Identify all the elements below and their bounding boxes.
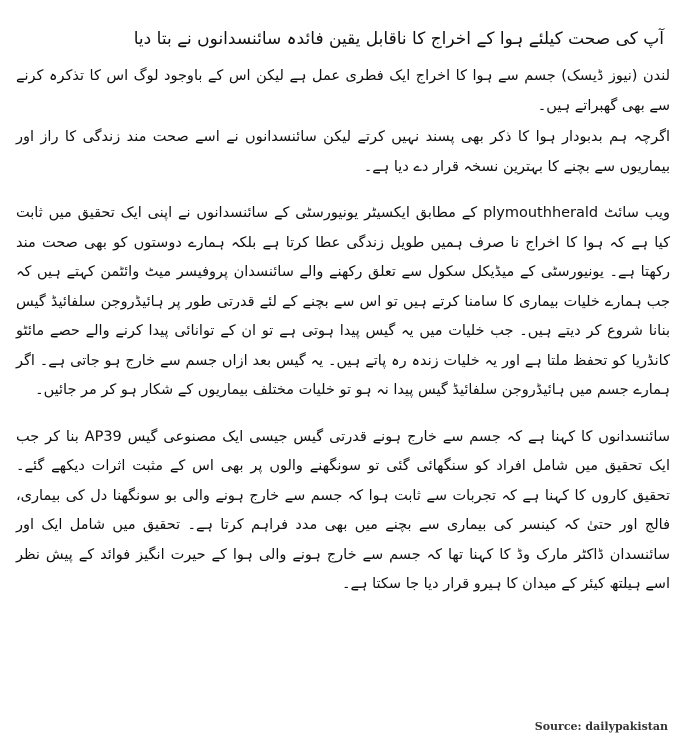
article-source-credit: Source: dailypakistan [534, 720, 668, 733]
article-paragraph-research: ویب سائٹ plymouthherald کے مطابق ایکسیٹر یونیورسٹی کے سائنسدانوں نے اپنی ایک تحقیق میں ثابت کیا ہے کہ ہوا کا اخراج نا صرف ہمیں طویل زندگی عطا کرتا ہے بلکہ ہمارے دوستوں کو بھی صحت مند رکھتا ہے۔ یونیورسٹی کے میڈیکل سکول سے تعلق رکھنے والے سائنسدان پروفیسر میٹ وائٹمن کہتے ہیں کہ جب ہمارے خلیات بیماری کا سامنا کرتے ہیں تو اس سے بچنے کے لئے قدرتی طور پر ہائیڈروجن سلفائیڈ گیس بنانا شروع کر دیتے ہیں۔ جب خلیات میں یہ گیس پیدا ہوتی ہے تو ان کے توانائی پیدا کرنے والے حصے مائٹو کانڈریا کو تحفظ ملتا ہے اور یہ خلیات زندہ رہ پاتے ہیں۔ یہ گیس بعد ازاں جسم سے خارج ہو جاتی ہے۔ اگر ہمارے جسم میں ہائیڈروجن سلفائیڈ گیس پیدا نہ ہو تو خلیات مختلف بیماریوں کے شکار ہو کر مر جائیں۔ [16, 205, 670, 398]
article-paragraph-intro: لندن (نیوز ڈیسک) جسم سے ہوا کا اخراج ایک فطری عمل ہے لیکن اس کے باوجود لوگ اس کا تذکرہ کرنے سے بھی گھبراتے ہیں۔ [16, 68, 670, 114]
article-paragraph-remedy: اگرچہ ہم بدبودار ہوا کا ذکر بھی پسند نہیں کرتے لیکن سائنسدانوں نے اسے صحت مند زندگی کا راز اور بیماریوں سے بچنے کا بہترین نسخہ قرار دے دیا ہے۔ [16, 129, 670, 175]
article-paragraph-findings: سائنسدانوں کا کہنا ہے کہ جسم سے خارج ہونے قدرتی گیس جیسی ایک مصنوعی گیس AP39 بنا کر جب ایک تحقیق میں شامل افراد کو سنگھائی گئی تو سونگھنے والوں پر بھی اس کے مثبت اثرات دیکھے گئے۔ تحقیق کاروں کا کہنا ہے کہ تجربات سے ثابت ہوا کہ جسم سے خارج ہونے والی بو سونگھنا دل کی بیماری، فالج اور حتیٰ کہ کینسر کی بیماری سے بچنے میں بھی مدد فراہم کرتا ہے۔ تحقیق میں شامل ایک اور سائنسدان ڈاکٹر مارک وڈ کا کہنا تھا کہ جسم سے خارج ہونے والی ہوا کے حیرت انگیز فوائد کے پیش نظر اسے ہیلتھ کیئر کے میدان کا ہیرو قرار دیا جا سکتا ہے۔ [16, 428, 670, 592]
article-title: آپ کی صحت کیلئے ہوا کے اخراج کا ناقابل یقین فائدہ سائنسدانوں نے بتا دیا [133, 29, 664, 49]
